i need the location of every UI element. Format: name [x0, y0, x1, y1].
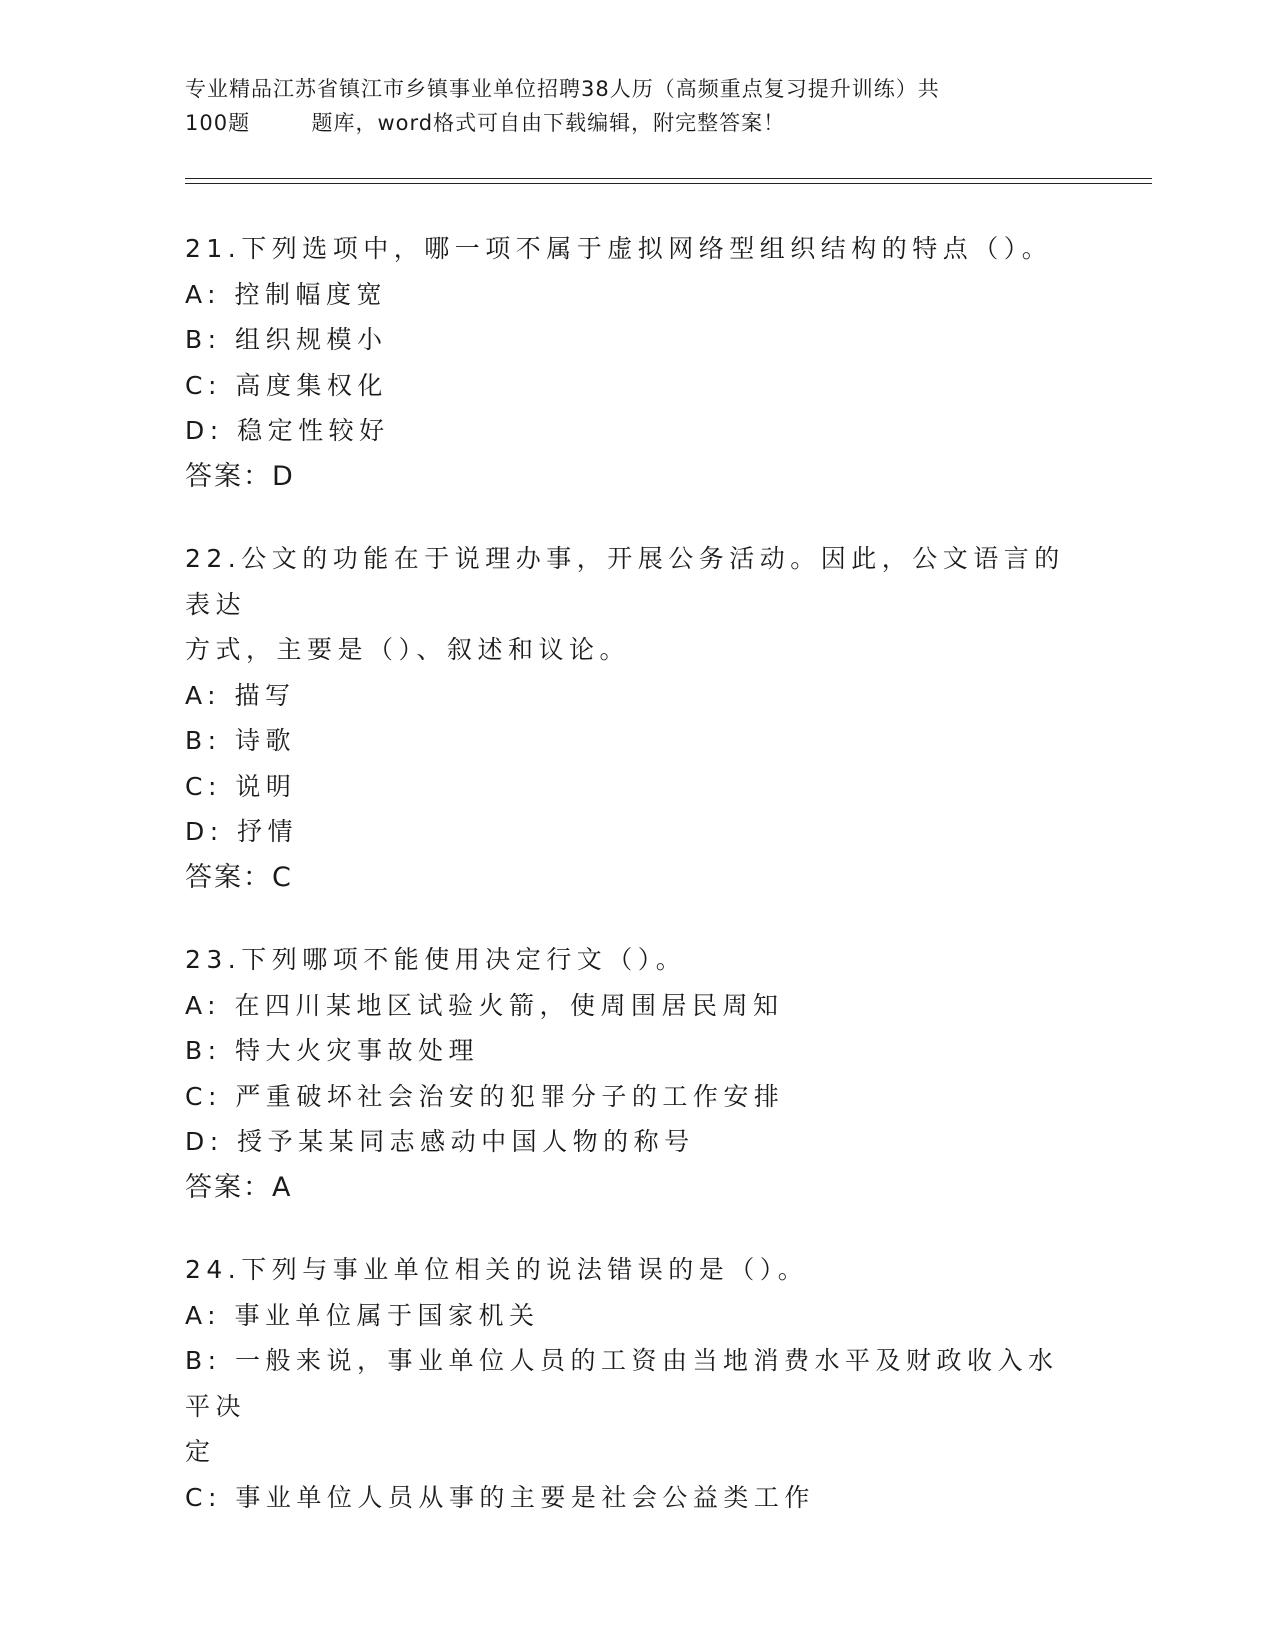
option-letter: B: — [185, 1346, 222, 1375]
option-letter: C: — [185, 370, 222, 400]
option-letter: A: — [185, 680, 222, 710]
option-row — [185, 718, 1065, 764]
option-row — [185, 1028, 1065, 1074]
option-letter: A: — [185, 990, 222, 1020]
option-letter: A: — [185, 1300, 222, 1330]
answer-line: 答案：C — [185, 861, 293, 893]
question-block — [185, 1247, 1065, 1520]
option-text: 严重破坏社会治安的犯罪分子的工作安排 — [235, 1081, 785, 1111]
question-text: 21.下列选项中，哪一项不属于虚拟网络型组织结构的特点（）。 — [185, 234, 1053, 263]
option-row — [185, 1074, 1065, 1120]
option-text: 事业单位属于国家机关 — [234, 1300, 540, 1330]
option-letter: B: — [185, 1036, 222, 1065]
question-block — [185, 937, 1065, 1210]
option-text: 描写 — [234, 680, 296, 710]
header-divider-bottom — [185, 183, 1152, 184]
answer-line: 答案：D — [185, 460, 295, 492]
option-row — [185, 408, 1065, 454]
option-row — [185, 809, 1065, 855]
option-row — [185, 1475, 1065, 1521]
option-row — [185, 1338, 1065, 1429]
option-row — [185, 1293, 1065, 1339]
option-row — [185, 317, 1065, 363]
option-row — [185, 1119, 1065, 1165]
option-text: 授予某某同志感动中国人物的称号 — [237, 1127, 695, 1156]
option-letter: C: — [185, 1482, 222, 1512]
option-text: 诗歌 — [235, 726, 297, 755]
option-text: 一般来说，事业单位人员的工资由当地消费水平及财政收入水平决 — [185, 1346, 1059, 1421]
option-letter: D: — [185, 817, 224, 846]
option-letter: C: — [185, 771, 222, 801]
option-text-continued: 定 — [185, 1437, 216, 1466]
option-row — [185, 673, 1065, 719]
option-text: 稳定性较好 — [237, 416, 390, 445]
header-line-2: 100题 题库，word格式可自由下载编辑，附完整答案！ — [185, 111, 786, 135]
document-header — [185, 72, 1045, 140]
question-text: 方式，主要是（）、叙述和议论。 — [185, 635, 631, 664]
option-row — [185, 983, 1065, 1029]
header-line-1: 专业精品江苏省镇江市乡镇事业单位招聘38人历（高频重点复习提升训练）共 — [185, 77, 940, 101]
option-text: 说明 — [235, 771, 297, 801]
option-text: 事业单位人员从事的主要是社会公益类工作 — [235, 1482, 815, 1512]
option-text: 组织规模小 — [235, 325, 388, 354]
question-text: 24.下列与事业单位相关的说法错误的是（）。 — [185, 1255, 809, 1284]
question-list — [185, 226, 1065, 1557]
option-text: 高度集权化 — [235, 370, 388, 400]
option-letter: D: — [185, 416, 224, 445]
option-letter: D: — [185, 1127, 224, 1156]
option-row — [185, 764, 1065, 810]
option-text: 在四川某地区试验火箭，使周围居民周知 — [234, 990, 784, 1020]
question-block — [185, 536, 1065, 900]
option-letter: B: — [185, 325, 222, 354]
option-row — [185, 363, 1065, 409]
option-letter: A: — [185, 279, 222, 309]
option-letter: B: — [185, 726, 222, 755]
header-divider-top — [185, 178, 1152, 179]
option-text: 控制幅度宽 — [234, 279, 388, 309]
question-block — [185, 226, 1065, 499]
question-text: 23.下列哪项不能使用决定行文（）。 — [185, 945, 687, 974]
option-letter: C: — [185, 1081, 222, 1111]
option-row — [185, 272, 1065, 318]
option-text: 特大火灾事故处理 — [235, 1036, 480, 1065]
question-text: 22.公文的功能在于说理办事，开展公务活动。因此，公文语言的表达 — [185, 544, 1065, 619]
option-text: 抒情 — [237, 817, 299, 846]
answer-line: 答案：A — [185, 1171, 293, 1203]
